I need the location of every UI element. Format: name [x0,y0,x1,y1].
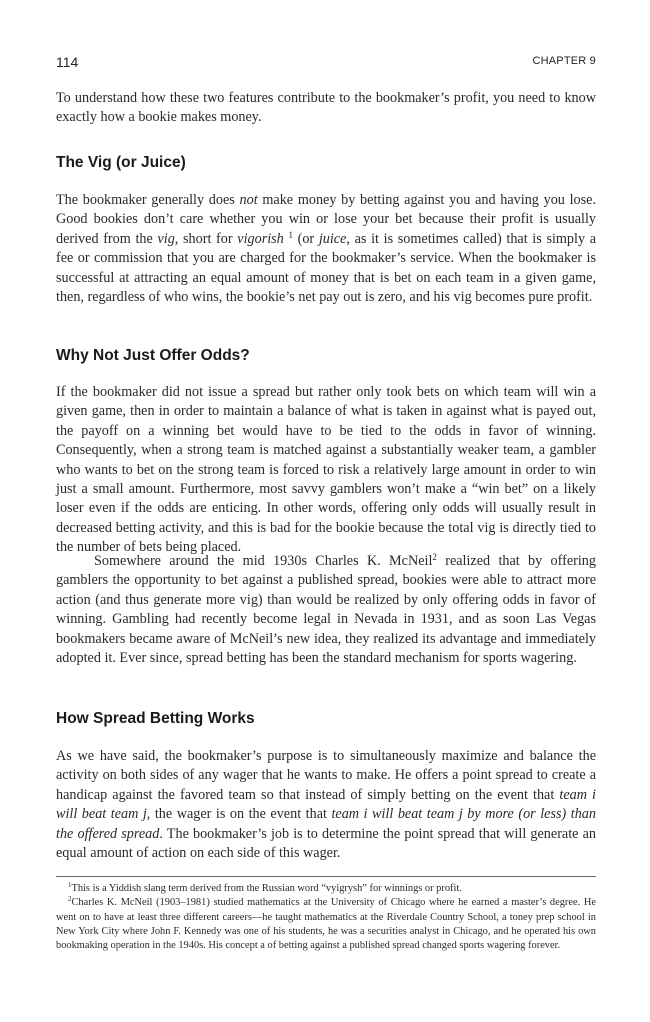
text-run: make money by betting against you and having you lose. Good bookies don’t care whether you win or lose your bet because their profit is usually derived from the [56,192,596,247]
text-run: , as it is sometimes called) that is simply a fee or commission that you are charged for the bookmaker’s service. When the bookmaker is successful at attracting an equal amount of money that is bet on each team in a given game, then, regardless of who wins, the bookie’s net pay out is zero, and his vig becomes pure profit. [56,230,597,306]
section-heading-odds: Why Not Just Offer Odds? [56,347,250,364]
text-run: Somewhere around the mid 1930s Charles K. McNeil [94,553,433,569]
text-run: The bookmaker generally does [56,192,240,208]
footnote-2 [56,896,596,953]
text-run: As we have said, the bookmaker’s purpose is to simultaneously maximize and balance the activity on both sides of any wager that he wants to make. He offers a point spread to create a handicap against the favored team so that instead of simply betting on the event that [56,748,596,803]
spread-paragraph [56,747,596,863]
text-run: . The bookmaker’s job is to determine the point spread that will generate an equal amount of action on each side of this wager. [56,825,596,862]
footnotes [56,882,596,953]
footnote-mark-1: 1 [68,881,72,889]
term-vig: vig [157,230,175,247]
emphasis-not: not [239,192,258,208]
section-heading-vig: The Vig (or Juice) [56,154,186,171]
term-juice: juice [318,230,347,247]
running-head [56,54,596,72]
vig-paragraph [56,191,596,307]
text-run: , short for [174,230,238,247]
chapter-label: CHAPTER 9 [532,55,596,67]
section-heading-spread: How Spread Betting Works [56,710,255,727]
intro-paragraph: To understand how these two features contribute to the bookmaker’s profit, you need to know exactly how a bookie makes money. [56,90,596,126]
odds-paragraph-2 [56,552,596,668]
odds-paragraph-1: If the bookmaker did not issue a spread but rather only took bets on which team will win a given game, then in order to maintain a balance of what is taken in against what is payed out, the payoff on a winning bet would have to be tied to the odds in favor of winning. Consequently, when a strong team is matched against a substantially weaker team, a gambler who wants to bet on the strong team is forced to risk a relatively large amount in order to win just a small amount. Furthermore, most savvy gamblers won’t make a “win bet” on a likely loser even if the odds are enticing. In other words, offering only odds will usually result in decreased betting activity, and this is bad for the bookie because the total vig is directly tied to the number of bets being placed. [56,384,596,556]
footnote-1 [56,882,596,896]
term-vigorish: vigorish [237,230,284,247]
footnote-ref-2[interactable]: 2 [432,552,437,562]
footnote-text: Charles K. McNeil (1903–1981) studied mathematics at the University of Chicago where he earned a master’s degree. He went on to have at least three different careers—he taught mathematics at the Riverdale Country School, a toney prep school in New York City where John F. Kennedy was one of his students, he was a securities analyst in Chicago, and he operated his own bookmaking operation in the 1940s. His concept a of betting against a published spread changed sports wagering forever. [56,897,596,952]
footnote-ref-1[interactable]: 1 [288,229,293,240]
text-run: realized that by offering gamblers the opportunity to bet against a published spread, bookies were able to attract more action (and thus generate more vig) than would be realized by only offering odds in favor of winning. Gambling had recently become legal in Nevada in 1931, and as soon Las Vegas bookmakers became aware of McNeil’s new idea, they realized its advantage and immediately adopted it. Ever since, spread betting has been the standard mechanism for sports wagering. [56,553,596,667]
text-run: , the wager is on the event that [146,806,332,823]
emphasis-event: team i will beat team j [56,786,596,823]
page-number: 114 [56,54,79,70]
footnote-divider [56,876,596,877]
footnote-mark-2: 2 [68,895,72,904]
footnote-text: This is a Yiddish slang term derived from the Russian word “vyigrysh” for winnings or profit. [71,883,462,894]
text-run: (or [292,230,319,247]
emphasis-spread-event: team i will beat team j by more (or less) than the offered spread [56,806,596,842]
